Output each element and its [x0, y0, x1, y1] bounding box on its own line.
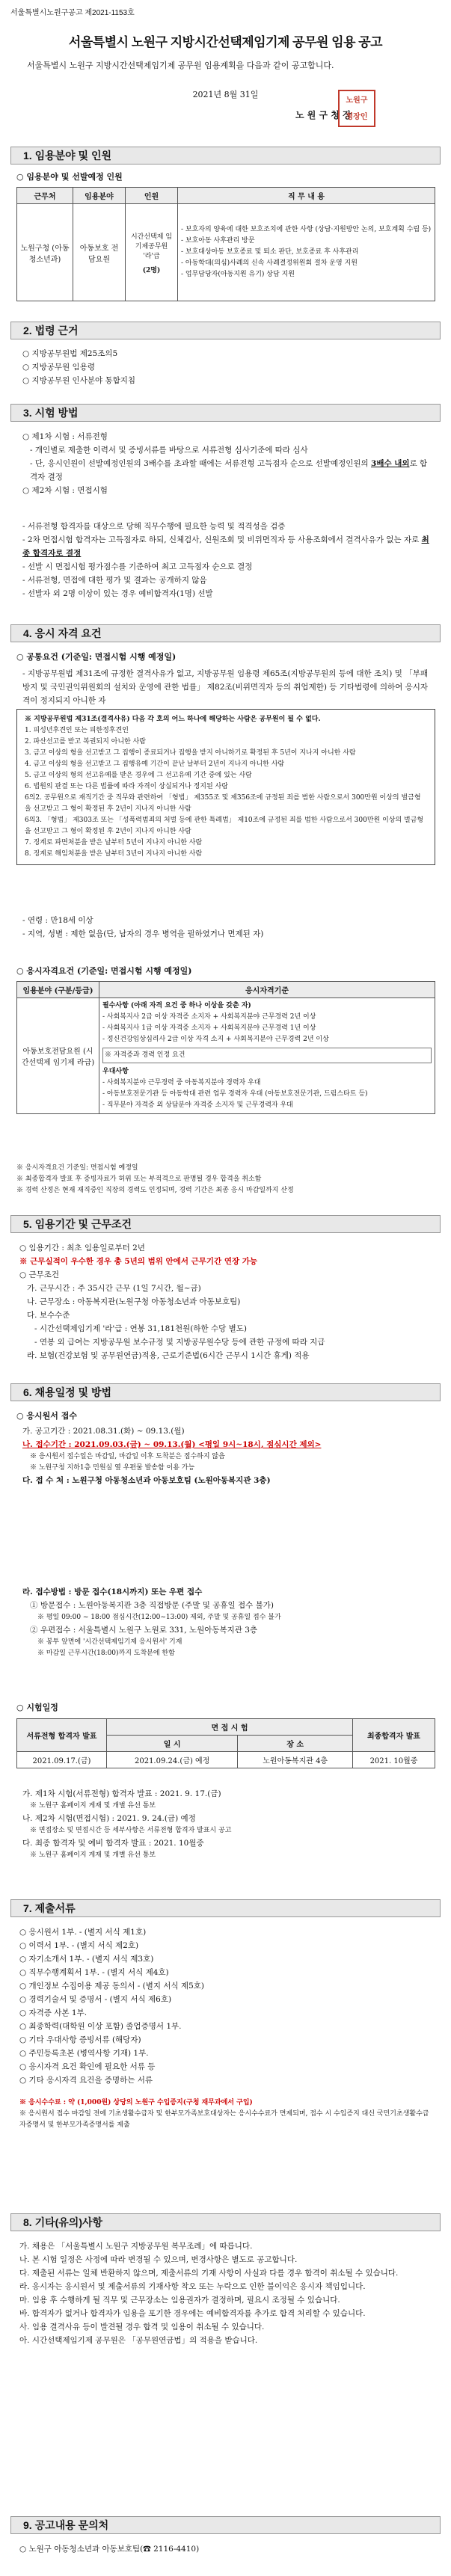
cell-int-place: 노원아동복지관 4층: [238, 1752, 353, 1768]
box-line: 3. 금고 이상의 형을 선고받고 그 집행이 종료되거나 집행을 받지 아니하기로 확정된 후 5년이 지나지 아니한 사람: [25, 749, 356, 757]
cell-dept: 노원구청 (아동청소년과): [17, 204, 73, 301]
table-row: [17, 204, 435, 301]
section-6-heading: 6. 채용일정 및 방법: [10, 1383, 441, 1401]
note-line: - 선발 시 면접시험 평가점수를 기준하여 최고 고득점자 순으로 결정: [22, 562, 253, 571]
s4-common-title: ○ 공통요건 (기준일: 면접시험 시행 예정일): [16, 652, 177, 662]
list-item: ○ 응시원서 1부. - (별지 서식 제1호): [19, 1928, 147, 1937]
col-field: 임용분야 (구분/등급): [17, 982, 99, 998]
list-item: 나. 근무장소 : 아동복지관(노원구청 아동청소년과 아동보호팀): [27, 1297, 241, 1306]
s6-apply: [22, 1424, 434, 1487]
section-9-heading: 9. 공고내용 문의처: [10, 2516, 441, 2534]
note-line: ※ 최종합격자 발표 후 증빙자료가 허위 또는 부적격으로 판명될 경우 합격을 취소함: [16, 1175, 262, 1183]
box-line: ※ 지방공무원법 제31조(결격사유) 다음 각 호의 어느 하나에 해당하는 사람은 공무원이 될 수 없다.: [25, 716, 321, 723]
table-header-row: [17, 1719, 435, 1736]
list-item: 가. 공고기간 : 2021.08.31.(화) ~ 09.13.(월): [22, 1427, 185, 1436]
list-item: - 연봉 외 급여는 지방공무원 보수규정 및 지방공무원수당 등에 관한 규정에 따라 지급: [34, 1338, 325, 1347]
highlight: 최종 합격자로 결정: [22, 535, 429, 558]
s7-list: [19, 1925, 435, 2087]
list-item: 바. 합격자가 없거나 합격자가 임용을 포기한 경우에는 예비합격자를 추가로 합격 처리할 수 있습니다.: [19, 2309, 366, 2318]
list-item: 다. 제출된 서류는 일체 반환하지 않으며, 제출서류의 기재 사항이 사실과 다를 경우 합격이 취소될 수 있습니다.: [19, 2269, 399, 2278]
official-seal: 노원구 청장인: [338, 90, 375, 127]
list-item: ※ 응시원서 접수일은 마감일, 마감일 이후 도착분은 접수하지 않음: [30, 1453, 225, 1460]
note-line: [22, 533, 434, 560]
duty-line: - 보호아동 사후관리 방문: [181, 237, 255, 245]
s4-age: - 연령 : 만18세 이상: [22, 916, 93, 925]
criteria-line: ※ 자격증과 경력 인정 요건: [102, 1048, 432, 1063]
criteria-line: - 사회복지분야 근무경력 중 아동복지분야 경력자 우대: [102, 1079, 261, 1086]
duty-line: - 업무담당자(아동지원 유기) 상담 지원: [181, 271, 295, 278]
list-item: 가. 근무시간 : 주 35시간 근무 (1일 7시간, 월~금): [27, 1284, 201, 1293]
section-5-heading: 5. 임용기간 및 근무조건: [10, 1215, 441, 1233]
criteria-line: - 직무분야 자격증 외 상담분야 자격증 소지자 및 근무경력자 우대: [102, 1101, 293, 1109]
criteria-line: - 사회복지사 1급 이상 자격증 소지자 + 사회복지분야 근무경력 1년 이상: [102, 1024, 316, 1032]
box-line: 2. 파산선고를 받고 복권되지 아니한 사람: [25, 738, 146, 746]
list-item: 나. 접수기간 : 2021.09.03.(금) ~ 09.13.(월) <평일 9시~18시, 점심시간 제외>: [22, 1440, 322, 1449]
list-text: 로 합격자 결정: [30, 459, 428, 482]
s4-common: - 지방공무원법 제31조에 규정한 결격사유가 없고, 지방공무원 임용령 제65조(지방공무원의 등에 대한 조치) 및 「부패방지 및 국민권익위원회의 설치와 운영에 관한 법률」 제82조(비위면직자 등의 취업제한) 등 기타법령에 의하여 응시자격이 정지되지 아니한 자: [22, 669, 429, 705]
cell-criteria: [99, 998, 435, 1114]
list-item: 라. 보험(건강보험 및 공무원연금)적용, 근로기준법(6시간 근무시 1시간 휴게) 적용: [27, 1351, 310, 1360]
col-place: 장 소: [238, 1736, 353, 1752]
list-item: 마. 임용 후 수행하게 될 직무 및 근무장소는 임용권자가 결정하며, 필요시 조정될 수 있습니다.: [19, 2296, 340, 2305]
qualification-table: [16, 981, 435, 1114]
box-line: 6. 법원의 판결 또는 다른 법률에 따라 자격이 상실되거나 정지된 사람: [25, 783, 228, 790]
signer: 노 원 구 청 장: [295, 110, 352, 120]
cell-count-num: (2명): [142, 266, 161, 274]
list-item: ○ 임용기간 : 최초 임용일로부터 2년: [19, 1244, 145, 1252]
list-item: ※ 평일 09:00 ~ 18:00 점심시간(12:00~13:00) 제외, 주말 및 공휴일 접수 불가: [37, 1614, 281, 1621]
list-item: 나. 본 시험 일정은 사정에 따라 변경될 수 있으며, 변경사항은 별도로 공고합니다.: [19, 2255, 298, 2264]
s4-region: - 지역, 성별 : 제한 없음(단, 남자의 경우 병역을 필하였거나 면제된 자): [22, 929, 264, 938]
list-item: ※ 면접장소 및 면접시간 등 세부사항은 서류전형 합격자 발표시 공고: [30, 1827, 232, 1834]
list-item: ※ 노원구 홈페이지 게재 및 개별 유선 통보: [30, 1851, 156, 1859]
list-item: - 개인별로 제출한 이력서 및 증빙서류를 바탕으로 서류전형 심사기준에 따라 심사: [30, 446, 308, 455]
list-item: ○ 개인정보 수집이용 제공 동의서 - (별지 서식 제5호): [19, 1982, 205, 1991]
s8-list: [19, 2240, 435, 2347]
section-4-heading: 4. 응시 자격 요건: [10, 624, 441, 642]
box-line: 8. 징계로 해임처분을 받은 날부터 3년이 지나지 아니한 사람: [25, 850, 203, 858]
s6-exam-title: ○ 시험일정: [16, 1703, 58, 1712]
section-2-heading: 2. 법령 근거: [10, 322, 441, 339]
table-header-row: [17, 188, 435, 204]
s3-notes: [22, 520, 434, 600]
s6-method: [22, 1585, 434, 1659]
col-dept: 근무처: [17, 188, 73, 204]
list-item: 가. 채용은 「서울특별시 노원구 지방공무원 복무조례」에 따릅니다.: [19, 2242, 253, 2251]
list-item: ※ 봉투 앞면에 '시간선택제임기제 응시원서' 기재: [37, 1638, 182, 1646]
cell-field: 아동보호 전담요원: [73, 204, 126, 301]
list-item: 아. 시간선택제임기제 공무원은 「공무원연금법」의 적용을 받습니다.: [19, 2336, 258, 2345]
s4-qual-title: ○ 응시자격요건 (기준일: 면접시험 시행 예정일): [16, 966, 192, 976]
note-line: ※ 경력 산정은 현재 재직중인 직장의 경력도 인정되며, 경력 기간은 최종 응시 마감일까지 산정: [16, 1187, 294, 1194]
disqualification-box: [16, 709, 435, 865]
note-line: - 서류전형 합격자를 대상으로 당해 직무수행에 필요한 능력 및 적격성을 검증: [22, 522, 286, 531]
box-line: 6의3. 「형법」 제303조 또는 「성폭력범죄의 처벌 등에 관한 특례법」 제10조에 규정된 죄를 범한 사람으로서 300만원 이상의 벌금형을 선고받고 그 형이 확정된 후 2년이 지나지 아니한 사람: [25, 817, 424, 835]
list-item: ○ 경력기술서 및 증명서 - (별지 서식 제6호): [19, 1995, 172, 2004]
list-item: ② 우편접수 : 서울특별시 노원구 노원로 331, 노원아동복지관 3층: [30, 1626, 258, 1635]
exam-schedule-table: [16, 1718, 435, 1768]
s6-apply-title: ○ 응시원서 접수: [16, 1411, 78, 1421]
col-field: 임용분야: [73, 188, 126, 204]
col-final: 최종합격자 발표: [353, 1719, 435, 1752]
list-item: ○ 지방공무원법 제25조의5: [22, 349, 118, 358]
section-7-heading: 7. 제출서류: [10, 1899, 441, 1917]
notice-number: 서울특별시노원구공고 제2021-1153호: [10, 9, 135, 17]
box-line: 1. 피성년후견인 또는 피한정후견인: [25, 727, 129, 734]
list-item: ○ 최종학력(대학원 이상 포함) 졸업증명서 1부.: [19, 2022, 182, 2031]
list-item: 사. 임용 결격사유 등이 발견될 경우 합격 및 임용이 취소될 수 있습니다.: [19, 2323, 265, 2331]
list-item: 다. 보수수준: [27, 1311, 70, 1320]
list-item: ※ 노원구 홈페이지 게재 및 개별 유선 통보: [30, 1802, 156, 1810]
list-item: - 시간선택제임기제 '라'급 : 연봉 31,181천원(하한 수당 별도): [34, 1324, 248, 1333]
list-item: ○ 응시자격 요건 확인에 필요한 서류 등: [19, 2062, 156, 2071]
list-item: 다. 최종 합격자 및 예비 합격자 발표 : 2021. 10월중: [22, 1839, 204, 1848]
table-row: [17, 998, 435, 1114]
list-item: ○ 이력서 1부. - (별지 서식 제2호): [19, 1941, 139, 1950]
cell-field: 아동보호전담요원 (시간선택제 임기제 라급): [17, 998, 99, 1114]
list-item: ○ 제1차 시험 : 서류전형: [22, 432, 108, 441]
list-item: ○ 근무조건: [19, 1270, 60, 1279]
s3-list: [22, 430, 434, 497]
list-item: ※ 근무실적이 우수한 경우 총 5년의 범위 안에서 근무기간 연장 가능: [19, 1257, 258, 1266]
col-duties: 직 무 내 용: [178, 188, 435, 204]
list-item: ※ 마감일 근무시간(18:00)까지 도착분에 한함: [37, 1650, 175, 1657]
table-header-row: [17, 982, 435, 998]
list-item: 가. 제1차 시험(서류전형) 합격자 발표 : 2021. 9. 17.(금): [22, 1789, 221, 1798]
s4-qual-notes: [16, 1163, 435, 1196]
col-count: 인원: [126, 188, 178, 204]
s6-after: [22, 1787, 434, 1861]
box-line: 7. 징계로 파면처분을 받은 날부터 5년이 지나지 아니한 사람: [25, 839, 203, 846]
duty-line: - 보호자의 양육에 대한 보호조치에 관한 사항 (상담·지원방안 논의, 보호계획 수립 등): [181, 226, 432, 233]
list-item: ○ 기타 응시자격 요건을 증명하는 서류: [19, 2076, 153, 2085]
list-item: 다. 접 수 처 : 노원구청 아동청소년과 아동보호팀 (노원아동복지관 3층): [22, 1476, 271, 1485]
col-date: 일 시: [107, 1736, 238, 1752]
contact-info: ○ 노원구 아동청소년과 아동보호팀(☎ 2116-4410): [19, 2545, 200, 2554]
col-doc-result: 서류전형 합격자 발표: [17, 1719, 107, 1752]
cell-duties: [178, 204, 435, 301]
duty-line: - 보호대상아동 보호종료 및 퇴소 판단, 보호종료 후 사후관리: [181, 248, 359, 256]
duty-line: - 아동학대(의심)사례의 신속 사례결정위원회 절차 운영 지원: [181, 259, 358, 267]
criteria-line: - 정신건강임상심리사 2급 이상 자격 소지 + 사회복지분야 근무경력 2년 이상: [102, 1036, 329, 1043]
intro-text: 서울특별시 노원구 지방시간선택제임기제 공무원 임용계획을 다음과 같이 공고합니다.: [27, 61, 334, 70]
note-line: ※ 응시원서 접수 마감일 전에 기초생활수급자 및 한부모가족보호대상자는 응시수수료가 면제되며, 접수 시 수입증지 대신 국민기초생활수급자증명서 및 한부모가족증명서를 제출: [19, 2110, 429, 2129]
list-item: ○ 지방공무원 임용령: [22, 363, 95, 372]
section-3-heading: 3. 시험 방법: [10, 404, 441, 422]
list-item: 라. 응시자는 응시원서 및 제출서류의 기재사항 착오 또는 누락으로 인한 불이익은 응시자 책임입니다.: [19, 2282, 366, 2291]
note-text: - 2차 면접시험 합격자는 고득점자로 하되, 신체검사, 신원조회 및 비위면직자 등 사용조회에서 결격사유가 없는 자로: [22, 535, 420, 544]
box-line: 4. 금고 이상의 형을 선고받고 그 집행유예 기간이 끝난 날부터 2년이 지나지 아니한 사람: [25, 760, 285, 768]
s7-notes: [19, 2097, 435, 2131]
note-line: - 서류전형, 면접에 대한 평가 및 결과는 공개하지 않음: [22, 576, 207, 585]
list-item: ○ 주민등록초본 (병역사항 기재) 1부.: [19, 2049, 149, 2058]
criteria-line: - 아동보호전문기관 등 아동학대 관련 업무 경력자 우대 (아동보호전문기관, 드림스타트 등): [102, 1090, 368, 1098]
cell-int-date: 2021.09.24.(금) 예정: [107, 1752, 238, 1768]
list-item: 라. 접수방법 : 방문 접수(18시까지) 또는 우편 접수: [22, 1587, 203, 1596]
table-row: [17, 1752, 435, 1768]
section-8-heading: 8. 기타(유의)사항: [10, 2213, 441, 2231]
note-line: ※ 응시자격요건 기준일: 면접시험 예정일: [16, 1164, 138, 1172]
cell-doc-date: 2021.09.17.(금): [17, 1752, 107, 1768]
cell-count: [126, 204, 178, 301]
highlight: 3배수 내외: [371, 459, 410, 468]
col-interview: 면 접 시 험: [107, 1719, 353, 1736]
list-item: [22, 457, 434, 484]
list-item: 나. 제2차 시험(면접시험) : 2021. 9. 24.(금) 예정: [22, 1814, 196, 1823]
criteria-line: - 사회복지사 2급 이상 자격증 소지자 + 사회복지분야 근무경력 2년 이상: [102, 1013, 316, 1021]
list-item: ① 방문접수 : 노원아동복지관 3층 직접방문 (주말 및 공휴일 접수 불가): [30, 1601, 274, 1610]
col-criteria: 응시자격기준: [99, 982, 435, 998]
notice-date: 2021년 8월 31일: [192, 90, 259, 99]
cell-count-grade: 시간선택제 임기제공무원 '라'급: [130, 233, 173, 260]
list-item: ○ 자기소개서 1부. - (별지 서식 제3호): [19, 1955, 154, 1964]
criteria-line: 필수사항 (아래 자격 요건 중 하나 이상을 갖춘 자): [102, 1002, 251, 1009]
box-line: 5. 금고 이상의 형의 선고유예를 받은 경우에 그 선고유예 기간 중에 있는 사람: [25, 772, 252, 779]
cell-final-date: 2021. 10월중: [353, 1752, 435, 1768]
criteria-line: 우대사항: [102, 1068, 129, 1075]
section-1-heading: 1. 임용분야 및 인원: [10, 147, 441, 165]
s1-sub: ○ 임용분야 및 선발예정 인원: [16, 172, 123, 182]
s5-list: [19, 1241, 435, 1362]
list-item: ○ 지방공무원 인사분야 통합지침: [22, 376, 136, 385]
s2-list: [22, 347, 135, 387]
box-line: 6의2. 공무원으로 재직기간 중 직무와 관련하여 「형법」 제355조 및 제356조에 규정된 죄를 범한 사람으로서 300만원 이상의 벌금형을 선고받고 그 형이 확정된 후 2년이 지나지 아니한 사람: [25, 794, 421, 813]
list-item: ※ 노원구청 지하1층 민원실 옆 우편물 발송함 이용 가능: [30, 1464, 195, 1472]
list-item: ○ 자격증 사본 1부.: [19, 2008, 88, 2017]
list-item: ○ 제2차 시험 : 면접시험: [22, 486, 108, 495]
page-title: 서울특별시 노원구 지방시간선택제임기제 공무원 임용 공고: [68, 35, 383, 49]
note-line: ※ 응시수수료 : 약 (1,000원) 상당의 노원구 수입증지(구청 재무과에서 구입): [19, 2099, 253, 2106]
note-line: - 선발자 외 2명 이상이 있는 경우 예비합격자(1명) 선발: [22, 589, 213, 598]
recruit-table: [16, 187, 435, 301]
list-item: ○ 직무수행계획서 1부. - (별지 서식 제4호): [19, 1968, 169, 1977]
list-text: - 단, 응시인원이 선발예정인원의 3배수를 초과할 때에는 서류전형 고득점자 순으로 선발예정인원의: [30, 459, 369, 468]
list-item: ○ 기타 우대사항 증빙서류 (해당자): [19, 2035, 141, 2044]
